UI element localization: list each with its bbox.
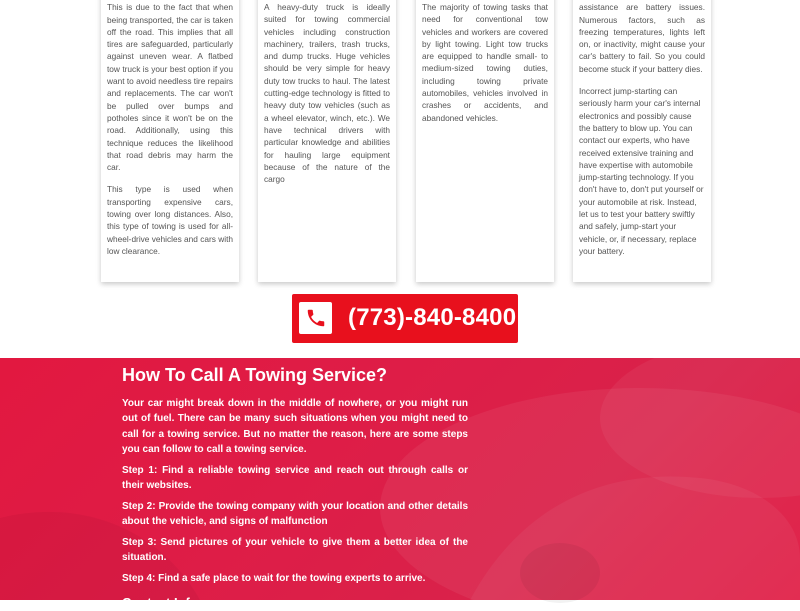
phone-icon xyxy=(305,307,327,329)
service-card-light-towing xyxy=(416,0,554,282)
card-paragraph: A heavy-duty truck is ideally suited for towing commercial vehicles including construction machinery, trailers, trash trucks, and dump trucks. Huge vehicles should be very simple for heavy duty tow trucks to haul. The latest cutting-edge technology is fitted to heavy duty tow vehicles (such as a wheel elevator, winch, etc.). We have technical drivers with particular knowledge and abilities for hauling large equipment because of the nature of the cargo xyxy=(264,2,390,185)
how-to-call-section xyxy=(0,358,800,610)
card-paragraph: This is due to the fact that when being transported, the car is taken off the road. This implies that all tires are safeguarded, particularly against uneven wear. A flatbed tow truck is your best option if you want to avoid needless tire repairs and replacements. The car won't be pulled over bumps and potholes since it won't be on the road. Additionally, using this technique reduces the likelihood that road debris may harm the car. xyxy=(107,2,233,173)
call-phone-button[interactable] xyxy=(292,294,518,343)
section-intro: Your car might break down in the middle of nowhere, or you might run out of fuel. There can be many such situations when you might need to call for a towing service. But no matter the reason, here are some steps you can follow to call a towing service. xyxy=(122,398,468,455)
service-card-heavy-duty xyxy=(258,0,396,282)
contact-info-title: Contact Info : xyxy=(122,594,206,610)
card-paragraph: assistance are battery issues. Numerous factors, such as freezing temperatures, lights left on, or inactivity, might cause your car's battery to fail. So you could become stuck if your battery dies. xyxy=(579,2,705,74)
service-card-flatbed xyxy=(101,0,239,282)
phone-icon-box xyxy=(299,302,332,334)
phone-number: (773)-840-8400 xyxy=(348,304,517,331)
card-paragraph: The majority of towing tasks that need for conventional tow vehicles and workers are covered by light towing. Light tow trucks are equipped to handle small- to medium-sized towing duties, including towing private automobiles, vehicles involved in crashes or accidents, and abandoned vehicles. xyxy=(422,2,548,123)
service-card-jump-start xyxy=(573,0,711,282)
step-item: Step 4: Find a safe place to wait for the towing experts to arrive. xyxy=(122,572,426,584)
step-item: Step 2: Provide the towing company with your location and other details about the vehicle, and signs of malfunction xyxy=(122,500,468,527)
section-content xyxy=(122,358,468,611)
step-item: Step 1: Find a reliable towing service and reach out through calls or their websites. xyxy=(122,464,468,491)
step-item: Step 3: Send pictures of your vehicle to give them a better idea of the situation. xyxy=(122,536,468,563)
section-title: How To Call A Towing Service? xyxy=(122,365,388,385)
section-text xyxy=(122,396,468,586)
card-paragraph: This type is used when transporting expensive cars, towing over long distances. Also, this type of towing is used for all-wheel-drive vehicles and cars with low clearance. xyxy=(107,184,233,256)
card-paragraph: Incorrect jump-starting can seriously harm your car's internal electronics and possibly cause the battery to blow up. You can contact our experts, who have received extensive training and have expertise with automobile jump-starting technology. If you don't have to, don't put yourself or your automobile at risk. Instead, let us to test your battery swiftly and safely, jump-start your vehicle, or, if necessary, replace your battery. xyxy=(579,86,704,256)
